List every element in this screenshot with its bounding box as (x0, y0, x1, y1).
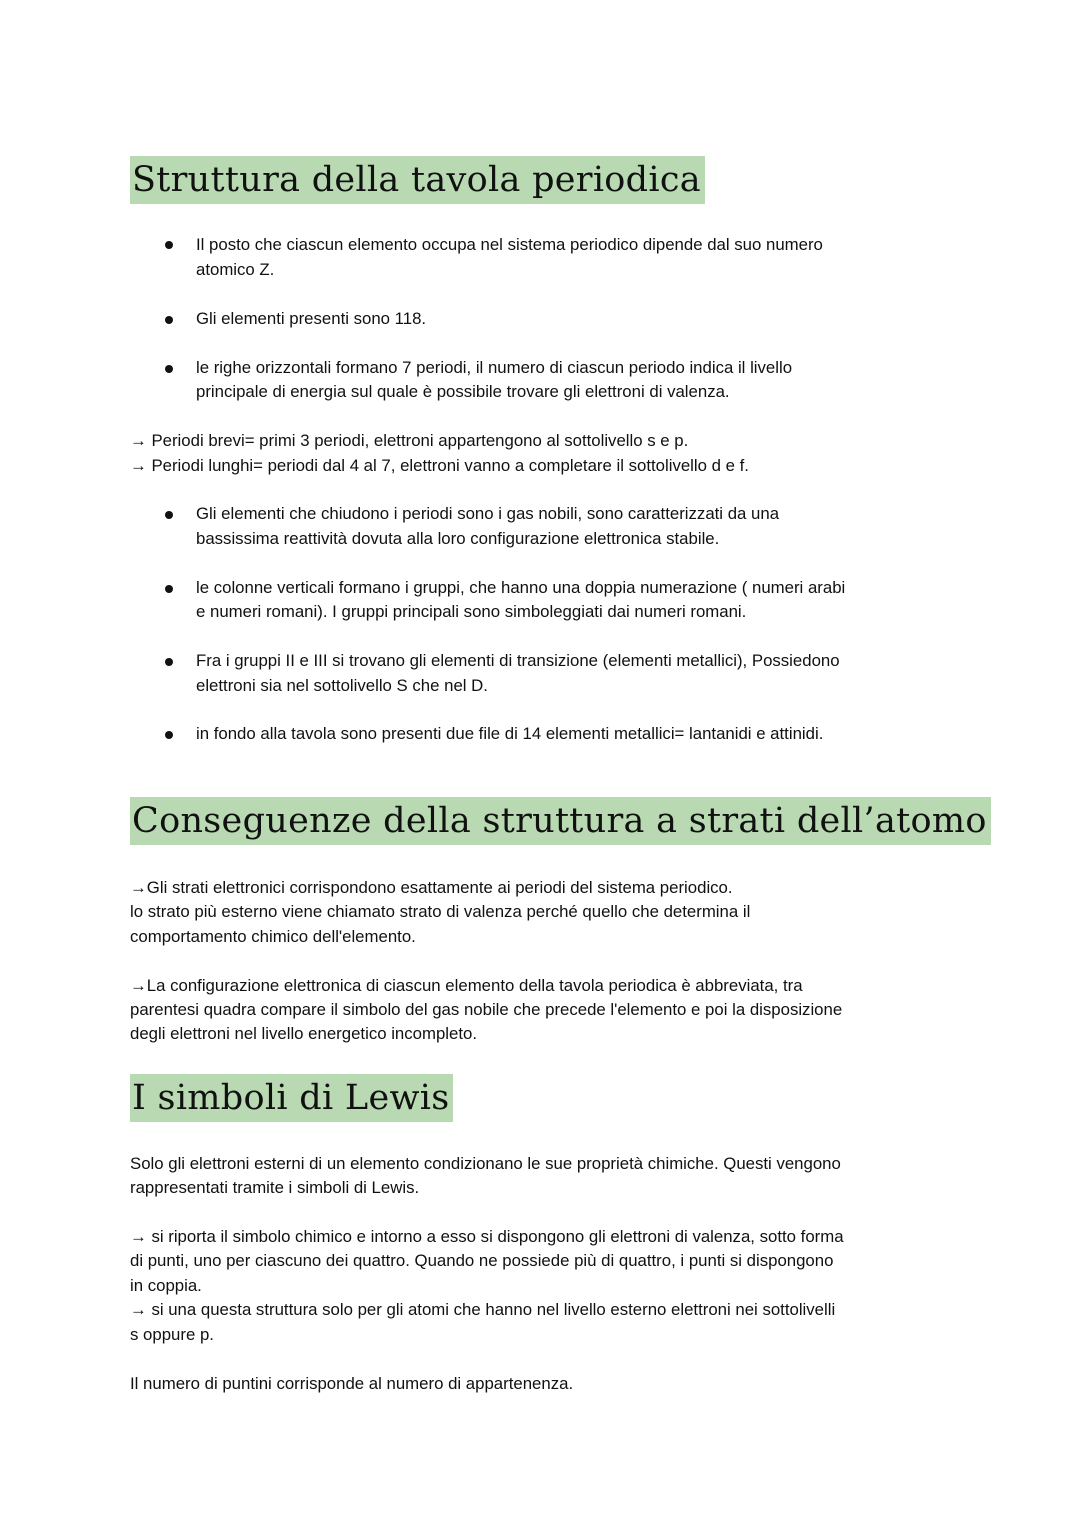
bullet-3-line-1: le righe orizzontali formano 7 periodi, il numero di ciascun periodo indica il livello (196, 358, 793, 377)
bullet-marker (165, 585, 173, 593)
para-simbolo-line-3: in coppia. (130, 1276, 202, 1295)
para-simbolo-line-5: s oppure p. (130, 1325, 214, 1344)
bullet-3-line-2: principale di energia sul quale è possibile trovare gli elettroni di valenza. (196, 382, 730, 401)
bullet-marker (165, 658, 173, 666)
bullet-marker (165, 365, 173, 373)
para-lewis-line-2: rappresentati tramite i simboli di Lewis. (130, 1178, 420, 1197)
bullet-4-line-2: bassissima reattività dovuta alla loro configurazione elettronica stabile. (196, 529, 720, 548)
bullet-5-line-2: e numeri romani). I gruppi principali sono simboleggiati dai numeri romani. (196, 602, 747, 621)
para-simbolo-line-1: → si riporta il simbolo chimico e intorno a esso si dispongono gli elettroni di valenza, sotto forma (130, 1227, 844, 1246)
section-heading-lewis: I simboli di Lewis (130, 1074, 453, 1122)
bullet-5-line-1: le colonne verticali formano i gruppi, che hanno una doppia numerazione ( numeri arabi (196, 578, 846, 597)
para-strati-line-2: lo strato più esterno viene chiamato strato di valenza perché quello che determina il (130, 902, 751, 921)
bullet-marker (165, 511, 173, 519)
bullet-7-line-1: in fondo alla tavola sono presenti due file di 14 elementi metallici= lantanidi e attinidi. (196, 724, 824, 743)
para-configurazione-line-1: →La configurazione elettronica di ciascun elemento della tavola periodica è abbreviata, tra (130, 976, 803, 995)
bullet-marker (165, 731, 173, 739)
section-heading-conseguenze: Conseguenze della struttura a strati dell’atomo (130, 797, 991, 845)
bullet-1-line-1: Il posto che ciascun elemento occupa nel sistema periodico dipende dal suo numero (196, 235, 823, 254)
bullet-6-line-1: Fra i gruppi II e III si trovano gli elementi di transizione (elementi metallici), Possiedono (196, 651, 840, 670)
para-lewis-line-1: Solo gli elettroni esterni di un elemento condizionano le sue proprietà chimiche. Questi vengono (130, 1154, 841, 1173)
para-simbolo-line-2: di punti, uno per ciascuno dei quattro. Quando ne possiede più di quattro, i punti si dispongono (130, 1251, 834, 1270)
para-puntini-line-1: Il numero di puntini corrisponde al numero di appartenenza. (130, 1374, 574, 1393)
para-strati-line-1: →Gli strati elettronici corrispondono esattamente ai periodi del sistema periodico. (130, 878, 733, 897)
arrow-line-periodi-lunghi: → Periodi lunghi= periodi dal 4 al 7, elettroni vanno a completare il sottolivello d e f. (130, 456, 749, 475)
para-configurazione-line-3: degli elettroni nel livello energetico incompleto. (130, 1024, 478, 1043)
bullet-6-line-2: elettroni sia nel sottolivello S che nel D. (196, 676, 488, 695)
bullet-2-line-1: Gli elementi presenti sono 118. (196, 309, 427, 328)
para-configurazione-line-2: parentesi quadra compare il simbolo del gas nobile che precede l'elemento e poi la disposizione (130, 1000, 843, 1019)
bullet-1-line-2: atomico Z. (196, 260, 275, 279)
bullet-marker (165, 241, 173, 249)
para-strati-line-3: comportamento chimico dell'elemento. (130, 927, 416, 946)
arrow-line-periodi-brevi: → Periodi brevi= primi 3 periodi, elettroni appartengono al sottolivello s e p. (130, 431, 689, 450)
bullet-marker (165, 316, 173, 324)
para-simbolo-line-4: → si una questa struttura solo per gli atomi che hanno nel livello esterno elettroni nei sottolivelli (130, 1300, 836, 1319)
bullet-4-line-1: Gli elementi che chiudono i periodi sono i gas nobili, sono caratterizzati da una (196, 504, 780, 523)
section-heading-struttura: Struttura della tavola periodica (130, 156, 705, 204)
